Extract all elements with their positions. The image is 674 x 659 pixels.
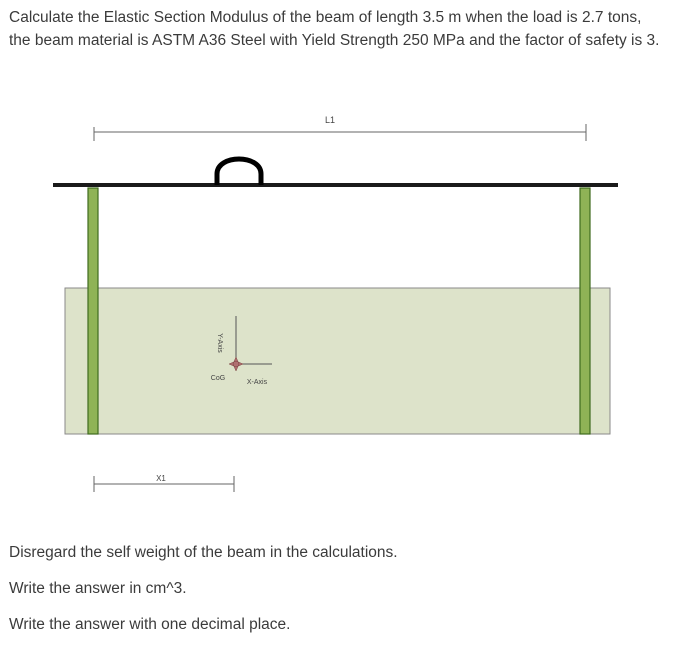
- load-hook: [217, 159, 261, 185]
- x-offset-dimension: [94, 474, 234, 492]
- left-post: [88, 188, 98, 434]
- right-post: [580, 188, 590, 434]
- note-units: Write the answer in cm^3.: [9, 580, 187, 597]
- length-dimension: [94, 115, 586, 141]
- x-axis-label: X-Axis: [246, 379, 268, 386]
- note-decimal: Write the answer with one decimal place.: [9, 616, 291, 633]
- panel-rect: [65, 288, 610, 434]
- note-self-weight: Disregard the self weight of the beam in the calculations.: [9, 544, 398, 561]
- length-label: L1: [324, 115, 336, 125]
- x-offset-label: X1: [156, 474, 166, 483]
- y-axis-label: Y-Axis: [216, 333, 223, 353]
- question-text: Calculate the Elastic Section Modulus of the beam of length 3.5 m when the load is 2.7 tons, the beam material is ASTM A36 Steel with Yield Strength 250 MPa and the factor of safety is 3.: [9, 9, 660, 49]
- cog-label: CoG: [210, 375, 226, 382]
